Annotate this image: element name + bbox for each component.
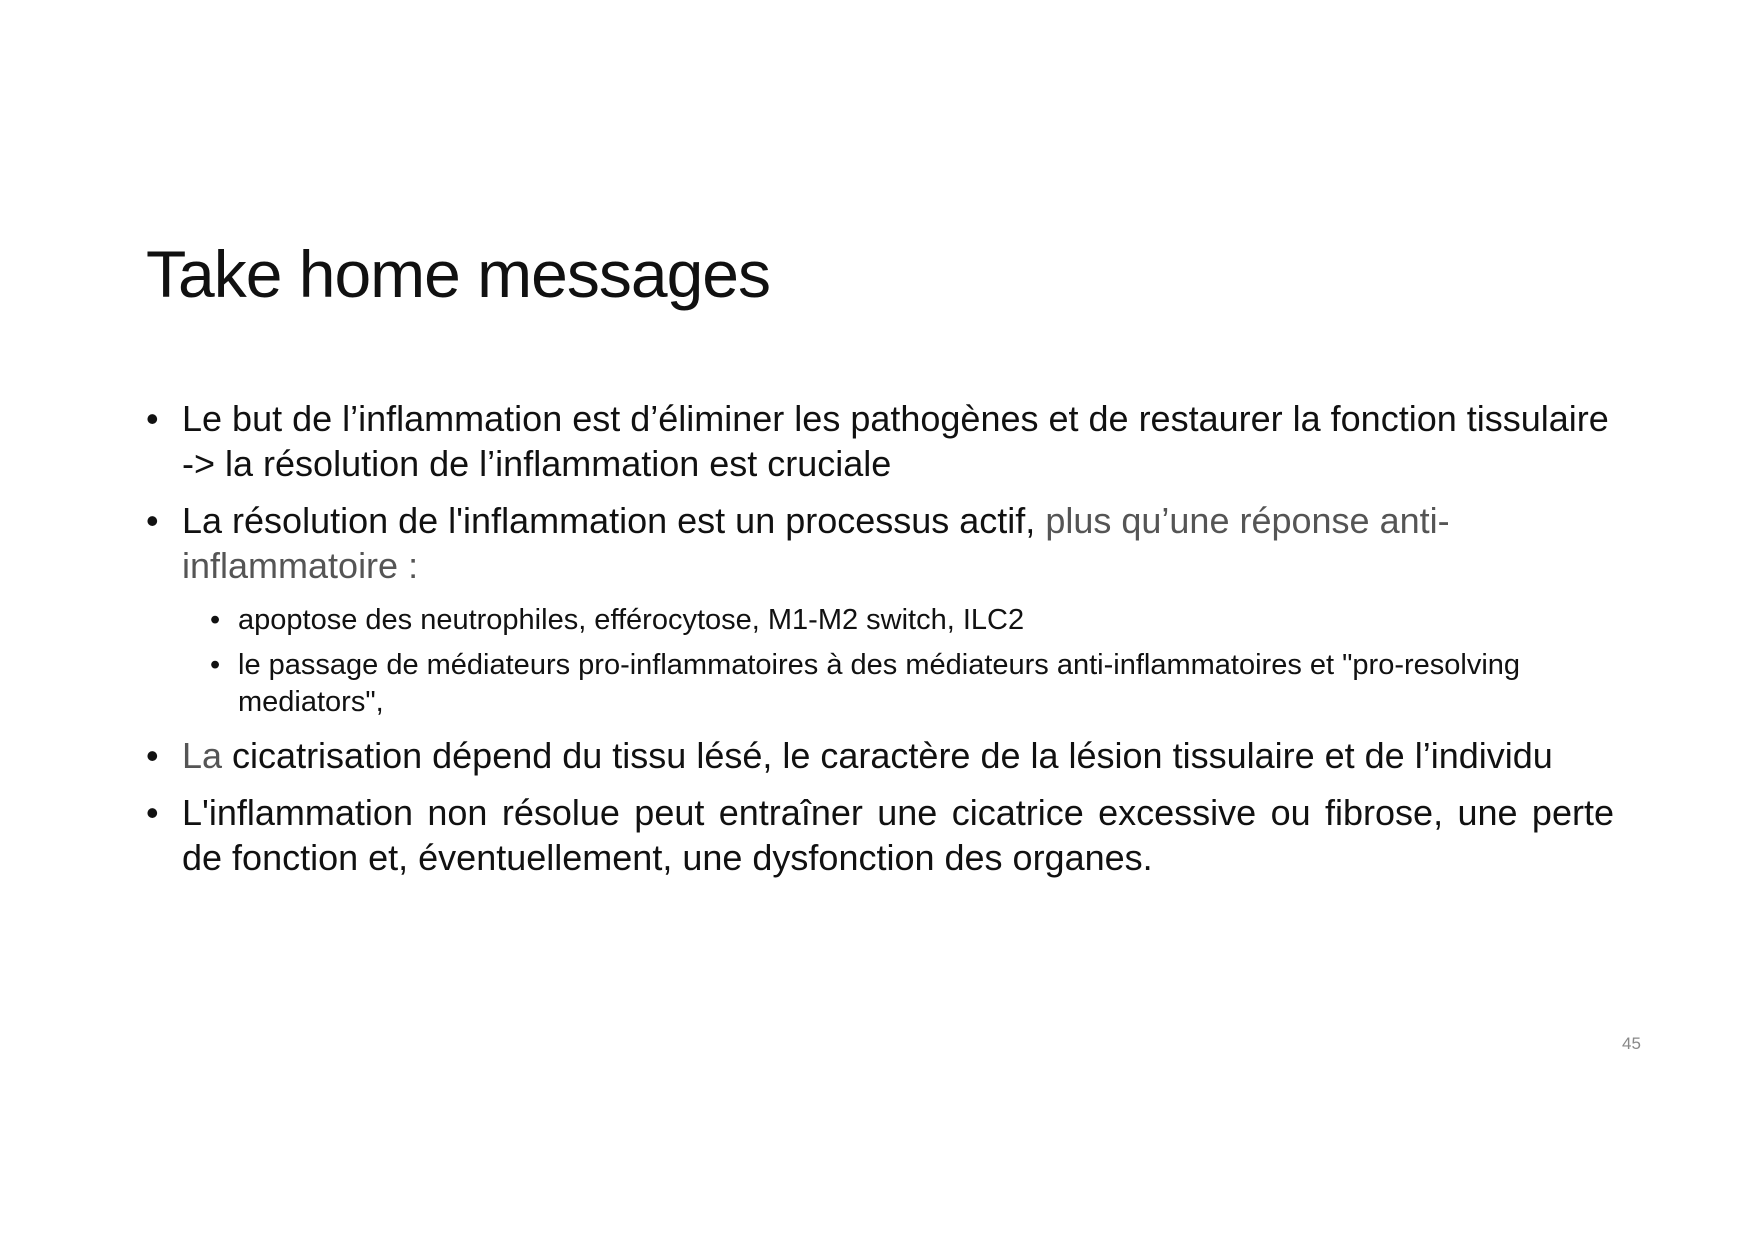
bullet-item-2: [146, 498, 1614, 721]
bullet-item-1: [146, 396, 1614, 486]
bullet-list: [146, 396, 1614, 892]
bullet-text-main: La résolution de l'inflammation est un processus actif,: [182, 500, 1036, 541]
sub-bullet-item-1: [210, 602, 1614, 639]
bullet-dot-icon: •: [210, 649, 221, 681]
bullet-item-3: [146, 733, 1614, 778]
bullet-text-muted: plus qu’une réponse anti-inflammatoire :: [182, 500, 1450, 586]
bullet-text: Le but de l’inflammation est d’éliminer les pathogènes et de restaurer la fonction tissulaire -> la résolution de l’inflammation est cruciale: [182, 398, 1609, 484]
sub-bullet-item-2: [210, 647, 1614, 721]
sub-bullet-text: le passage de médiateurs pro-inflammatoires à des médiateurs anti-inflammatoires et "pro-resolving mediators",: [238, 649, 1521, 718]
bullet-text-muted: La: [182, 735, 223, 776]
bullet-item-4: [146, 790, 1614, 880]
page-number: 45: [1622, 1034, 1641, 1053]
bullet-dot-icon: •: [146, 500, 159, 541]
slide-title: Take home messages: [146, 237, 770, 311]
bullet-dot-icon: •: [146, 398, 159, 439]
bullet-text-main: cicatrisation dépend du tissu lésé, le caractère de la lésion tissulaire et de l’individu: [222, 735, 1553, 776]
bullet-dot-icon: •: [146, 735, 159, 776]
bullet-text: L'inflammation non résolue peut entraîner une cicatrice excessive ou fibrose, une perte de fonction et, éventuellement, une dysfonction des organes.: [182, 792, 1614, 878]
sub-bullet-list: [146, 602, 1614, 721]
bullet-dot-icon: •: [210, 604, 221, 636]
bullet-dot-icon: •: [146, 792, 159, 833]
sub-bullet-text: apoptose des neutrophiles, efférocytose, M1-M2 switch, ILC2: [238, 604, 1025, 636]
